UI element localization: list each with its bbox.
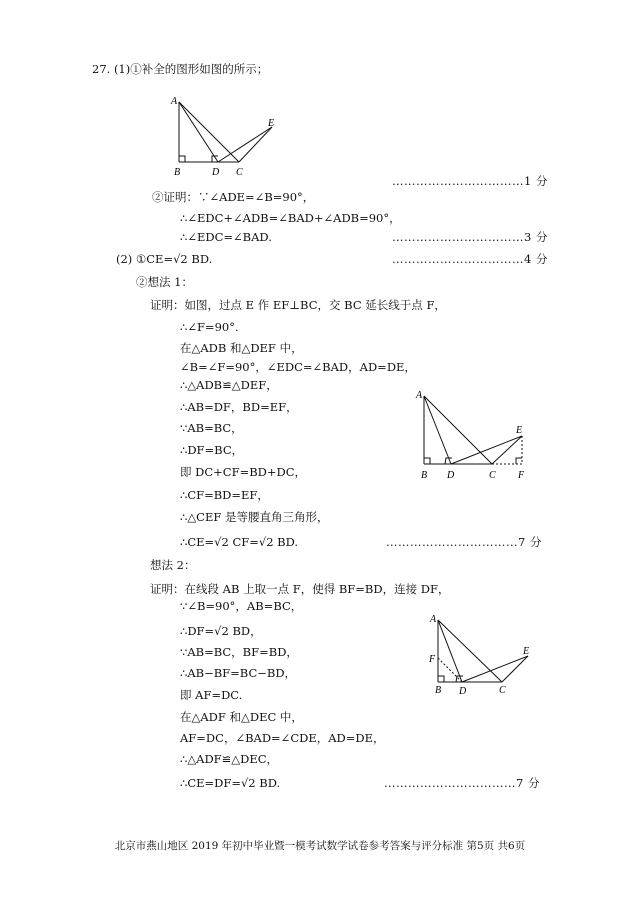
- idea1-line-7: ∵AB=BC，: [180, 421, 243, 435]
- fig3-label-C: C: [499, 685, 506, 696]
- fig3-label-A: A: [430, 614, 437, 625]
- fig1-label-A: A: [171, 96, 178, 107]
- fig1-label-E: E: [268, 118, 275, 129]
- idea2-line-1: 证明：在线段 AB 上取一点 F，使得 BF=BD，连接 DF，: [150, 582, 450, 596]
- idea2-line-5: ∴AB−BF=BC−BD，: [180, 666, 297, 680]
- fig2-label-F: F: [518, 470, 525, 481]
- score-7a: ……………………………7 分: [386, 535, 542, 549]
- idea1-line-2: ∴∠F=90°.: [180, 320, 239, 334]
- idea2-line-10: ∴CE=DF=√2 BD.: [180, 776, 281, 790]
- part1-proof-line1: ②证明：∵∠ADE=∠B=90°，: [152, 190, 315, 204]
- idea1-line-11: ∴△CEF 是等腰直角三角形，: [180, 510, 329, 524]
- problem-heading: 27. (1)①补全的图形如图的所示；: [92, 62, 269, 76]
- figure-3: [426, 612, 546, 702]
- fig2-label-C: C: [489, 470, 496, 481]
- idea1-title: ②想法 1：: [136, 275, 193, 289]
- idea1-line-8: ∴DF=BC，: [180, 443, 244, 457]
- fig2-label-A: A: [416, 390, 423, 401]
- part1-proof-line3: ∴∠EDC=∠BAD.: [180, 230, 272, 244]
- idea2-line-6: 即 AF=DC.: [180, 688, 243, 702]
- figure-1: [168, 92, 288, 182]
- idea1-line-12: ∴CE=√2 CF=√2 BD.: [180, 535, 299, 549]
- fig1-label-C: C: [236, 167, 243, 178]
- idea1-line-6: ∴AB=DF，BD=EF，: [180, 400, 298, 414]
- figure-2: [414, 388, 544, 488]
- idea1-line-4: ∠B=∠F=90°，∠EDC=∠BAD，AD=DE，: [180, 360, 416, 374]
- page-footer: 北京市燕山地区 2019 年初中毕业暨一模考试数学试卷参考答案与评分标准 第5页 共6页: [114, 840, 526, 852]
- idea1-line-10: ∴CF=BD=EF，: [180, 488, 269, 502]
- part1-proof-line2: ∴∠EDC+∠ADB=∠BAD+∠ADB=90°，: [180, 211, 401, 225]
- part2-heading: (2) ①CE=√2 BD.: [116, 252, 213, 266]
- fig2-label-E: E: [516, 425, 523, 436]
- fig3-label-D: D: [459, 686, 467, 697]
- fig1-label-D: D: [212, 167, 220, 178]
- idea1-line-5: ∴△ADB≌△DEF，: [180, 378, 278, 392]
- idea2-title: 想法 2：: [150, 558, 196, 572]
- idea1-line-1: 证明：如图，过点 E 作 EF⊥BC，交 BC 延长线于点 F，: [150, 298, 446, 312]
- fig3-label-F: F: [429, 654, 436, 665]
- idea1-line-9: 即 DC+CF=BD+DC，: [180, 465, 307, 479]
- fig2-label-D: D: [447, 470, 455, 481]
- idea2-line-9: ∴△ADF≌△DEC，: [180, 752, 279, 766]
- score-7b: ……………………………7 分: [384, 776, 540, 790]
- idea2-line-2: ∵∠B=90°，AB=BC，: [180, 599, 303, 613]
- score-3: ……………………………3 分: [392, 230, 548, 244]
- score-4: ……………………………4 分: [392, 252, 548, 266]
- idea2-line-8: AF=DC，∠BAD=∠CDE，AD=DE，: [180, 731, 385, 745]
- score-1: ……………………………1 分: [392, 174, 548, 188]
- idea2-line-3: ∴DF=√2 BD，: [180, 624, 262, 638]
- fig3-label-B: B: [435, 685, 442, 696]
- fig3-label-E: E: [523, 646, 530, 657]
- idea2-line-4: ∵AB=BC，BF=BD，: [180, 645, 298, 659]
- idea1-line-3: 在△ADB 和△DEF 中，: [180, 341, 303, 355]
- fig1-label-B: B: [174, 167, 181, 178]
- fig2-label-B: B: [421, 470, 428, 481]
- idea2-line-7: 在△ADF 和△DEC 中，: [180, 710, 303, 724]
